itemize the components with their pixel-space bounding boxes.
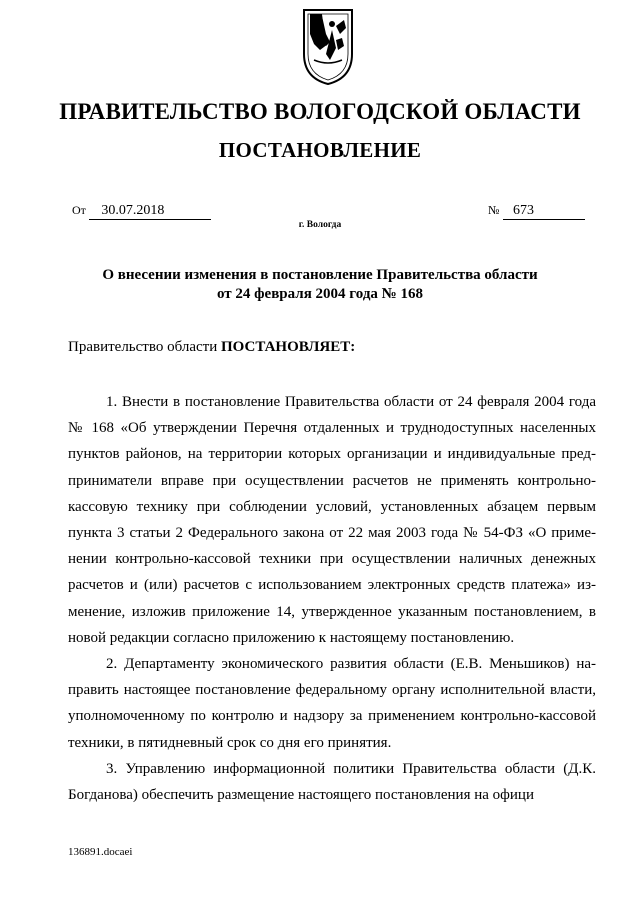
date-field <box>72 203 211 220</box>
heading-line-1: О внесении изменения в постановление Правительства области <box>102 267 538 283</box>
city-label: г. Вологда <box>298 220 342 230</box>
document-type: ПОСТАНОВЛЕНИЕ <box>218 138 422 162</box>
date-prefix: От <box>72 203 86 217</box>
document-number: 673 <box>503 203 585 220</box>
document-body <box>68 337 596 808</box>
lead-bold: ПОСТАНОВЛЯЕТ: <box>220 339 356 355</box>
number-prefix: № <box>488 203 500 217</box>
paragraph-1: 1. Внести в постановление Правительства области от 24 февраля 2004 года № 168 «Об утверждении Перечня отдаленных и труднодоступных населенных пунктов районов, на территории которых организации и индивидуальные предприниматели вправе при осуществлении расчетов не применять контрольно-кассовую технику при соблюдении условий, установленных абзацем первым пункта 3 статьи 2 Федерального закона от 22 мая 2003 года № 54-ФЗ «О применении контрольно-кассовой техники при осуществлении наличных денежных расчетов и (или) расчетов с использованием электронных средств платежа» изменение, изложив приложение 14, утвержденное указанным постановлением, в новой редакции согласно приложению к настоящему постановлению. <box>68 394 596 646</box>
paragraph-3: 3. Управлению информационной политики Правительства области (Д.К. Богданова) обеспечить размещение настоящего постановления на офици <box>68 760 596 804</box>
resolution-lead <box>68 337 596 357</box>
file-code: 136891.docaei <box>68 846 133 858</box>
coat-of-arms-icon <box>300 4 356 88</box>
heading-line-2: от 24 февраля 2004 года № 168 <box>217 286 423 302</box>
number-field <box>488 203 585 220</box>
document-date: 30.07.2018 <box>89 203 211 220</box>
lead-text: Правительство области <box>68 339 218 355</box>
paragraph-2: 2. Департаменту экономического развития области (Е.В. Меньшиков) направить настоящее постановление федеральному органу исполнительной власти, уполномоченному по контролю и надзору за применением контрольно-кассовой техники, в пятидневный срок со дня его принятия. <box>68 656 596 751</box>
government-title: ПРАВИТЕЛЬСТВО ВОЛОГОДСКОЙ ОБЛАСТИ <box>59 99 581 124</box>
document-heading <box>40 266 600 304</box>
